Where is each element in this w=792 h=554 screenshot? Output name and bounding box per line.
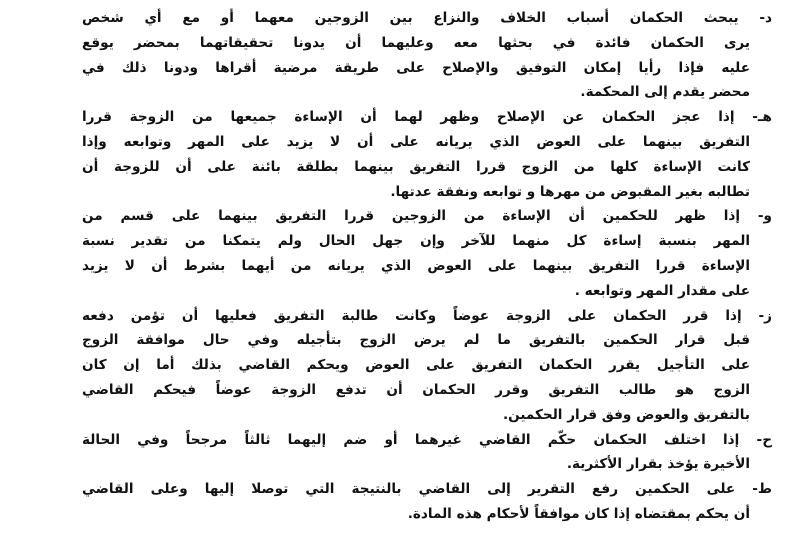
text-line: الزوج هو طالب التفريق وقرر الحكمان أن تدفع الزوجة عوضاً فيحكم القاضي	[82, 381, 750, 398]
text-line: على التأجيل يقرر الحكمان التفريق على العوض ويحكم القاضي بذلك أما إن كان	[82, 357, 750, 374]
text-line: الإساءة قررا التفريق بينهما على العوض الذي يريانه من أيهما بشرط أن لا يزيد	[82, 257, 750, 274]
document-page	[82, 6, 772, 550]
clause-dal	[82, 6, 772, 105]
clause-waw	[82, 204, 772, 303]
text-line: أن يحكم بمقتضاه إذا كان موافقاً لأحكام هذه المادة.	[407, 505, 750, 522]
text-line: التفريق بينهما على العوض الذي يريانه على أن لا يزيد على المهر وتوابعه وإذا	[82, 133, 750, 150]
text-line: هـ- إذا عجز الحكمان عن الإصلاح وظهر لهما أن الإساءة جميعها من الزوجة قررا	[82, 109, 772, 126]
text-line: و- إذا ظهر للحكمين أن الإساءة من الزوجين قررا التفريق بينهما على قسم من	[82, 208, 772, 225]
clause-ta	[82, 477, 772, 527]
text-line: يرى الحكمان فائدة في بحثها معه وعليهما أن يدونا تحقيقاتهما بمحضر يوقع	[82, 34, 750, 51]
text-line: ح- إذا اختلف الحكمان حكّم القاضي غيرهما أو ضم إليهما ثالثاً مرجحاً وفي الحالة	[82, 431, 772, 448]
text-line: د- يبحث الحكمان أسباب الخلاف والنزاع بين الزوجين معهما أو مع أي شخص	[82, 10, 772, 26]
text-line: تطالبه بغير المقبوض من مهرها و توابعه ونفقة عدتها.	[390, 183, 750, 200]
text-line: ز- إذا قرر الحكمان على الزوجة عوضاً وكانت طالبة التفريق فعليها أن تؤمن دفعه	[82, 307, 772, 324]
text-line: محضر يقدم إلى المحكمة.	[580, 84, 750, 101]
text-line: عليه فإذا رأيا إمكان التوفيق والإصلاح على طريقة مرضية أقراها ودونا ذلك في	[82, 59, 750, 76]
text-line: المهر بنسبة إساءة كل منهما للآخر وإن جهل الحال ولم يتمكنا من تقدير نسبة	[82, 233, 750, 250]
text-line: كانت الإساءة كلها من الزوج قررا التفريق بينهما بطلقة بائنة على أن للزوجة أن	[82, 158, 750, 175]
clause-ha	[82, 105, 772, 204]
text-line: ط- على الحكمين رفع التقرير إلى القاضي بالنتيجة التي توصلا إليها وعلى القاضي	[82, 481, 772, 498]
text-line: قبل قرار الحكمين بالتفريق ما لم يرض الزوج بتأجيله وفي حال موافقة الزوج	[82, 332, 750, 349]
clause-zay	[82, 304, 772, 428]
clause-ha2	[82, 428, 772, 478]
text-line: الأخيرة يؤخذ بقرار الأكثرية.	[566, 456, 750, 473]
text-line: على مقدار المهر وتوابعه .	[574, 282, 750, 299]
text-line: بالتفريق والعوض وفق قرار الحكمين.	[502, 406, 750, 423]
